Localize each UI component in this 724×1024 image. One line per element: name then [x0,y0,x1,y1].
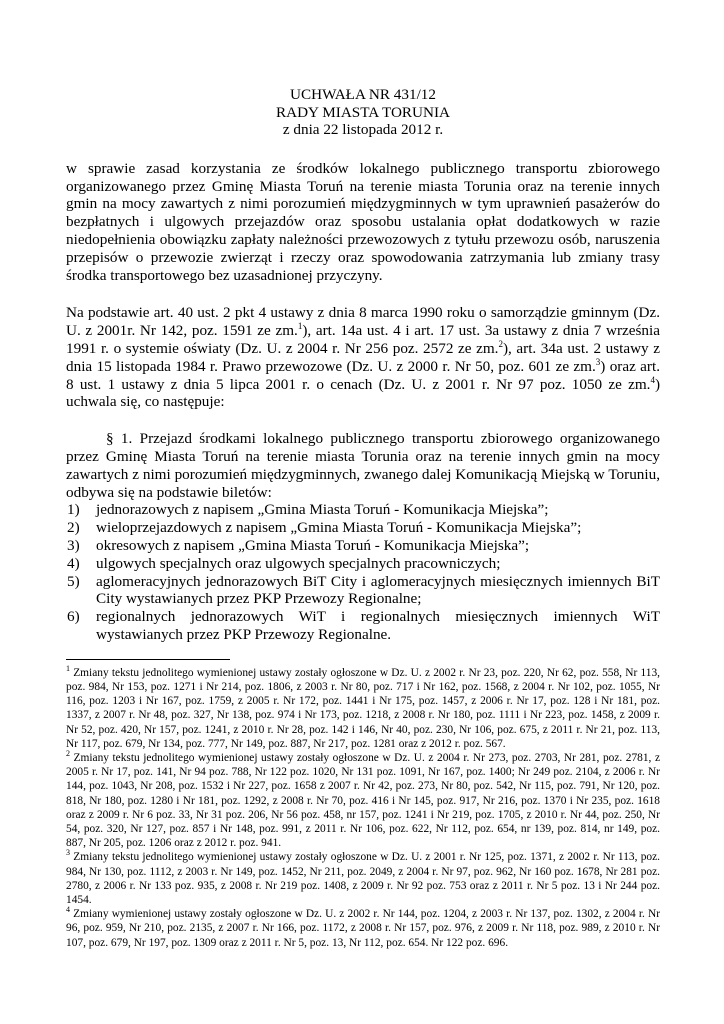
resolution-subject: w sprawie zasad korzystania ze środków lokalnego publicznego transportu zbiorowego organizowanego przez Gminę Miasta Toruń na terenie miasta Torunia oraz na terenie innych gmin na mocy zawartych z nimi porozumień międzygminnych w tym uprawnień pasażerów do bezpłatnych i ulgowych przejazdów oraz sposobu ustalania opłat dodatkowych w razie niedopełnienia obowiązku zapłaty należności przewozowych z tytułu przewozu osób, naruszenia przepisów o przewozie zwierząt i rzeczy oraz spowodowania zatrzymania lub zmiany trasy środka transportowego bez uzasadnionej przyczyny. [66,159,660,284]
legal-basis-part-4: ) oraz art. 8 ust. 1 ustawy z dnia 5 lipca 2001 r. o cenach (Dz. U. z 2001 r. Nr 97 poz. 1050 ze zm. [66,357,660,393]
footnote-separator [66,659,230,660]
list-item-text: ulgowych specjalnych oraz ulgowych specjalnych pracowniczych; [96,554,501,572]
list-item [66,608,660,644]
footnote [66,663,660,751]
list-item [66,537,660,555]
council-name: RADY MIASTA TORUNIA [275,103,451,121]
footnote-ref-2: 2 [498,338,503,349]
footnote-mark: 1 [66,663,70,673]
footnote-mark: 4 [66,905,70,915]
list-item [66,501,660,519]
list-item-text: aglomeracyjnych jednorazowych BiT City i aglomeracyjnych miesięcznych imiennych BiT City wystawianych przez PKP Przewozy Regionalne; [96,572,660,608]
footnote-text: Zmiany wymienionej ustawy zostały ogłoszone w Dz. U. z 2002 r. Nr 144, poz. 1204, z 2003 r. Nr 137, poz. 1302, z 2004 r. Nr 96, poz. 959, Nr 210, poz. 2135, z 2007 r. Nr 166, poz. 1172, z 2008 r. Nr 157, poz. 976, z 2009 r. Nr 118, poz. 989, z 2010 r. Nr 107, poz. 679, Nr 197, poz. 1309 oraz z 2011 r. Nr 5, poz. 13, Nr 112, poz. 654. Nr 122 poz. 696. [66,908,660,949]
list-item-text: okresowych z napisem „Gmina Miasta Toruń - Komunikacja Miejska”; [96,536,530,554]
footnote-mark: 2 [66,749,70,759]
resolution-number: UCHWAŁA NR 431/12 [290,86,436,103]
list-item-number: 4) [67,554,80,572]
footnote-text: Zmiany tekstu jednolitego wymienionej ustawy zostały ogłoszone w Dz. U. z 2002 r. Nr 23, poz. 220, Nr 62, poz. 558, Nr 113, poz. 984, Nr 153, poz. 1271 i Nr 214, poz. 1806, z 2003 r. Nr 80, poz. 717 i Nr 162, poz. 1568, z 2004 r. Nr 102, poz. 1055, Nr 116, poz. 1203 i Nr 167, poz. 1759, z 2005 r. Nr 172, poz. 1441 i Nr 175, poz. 1457, z 2006 r. Nr 17, poz. 128 i Nr 181, poz. 1337, z 2007 r. Nr 48, poz. 327, Nr 138, poz. 974 i Nr 173, poz. 1218, z 2008 r. Nr 180, poz. 1111 i Nr 223, poz. 1458, z 2009 r. Nr 52, poz. 420, Nr 157, poz. 1241, z 2010 r. Nr 28, poz. 142 i 146, Nr 40, poz. 230, Nr 106, poz. 675, z 2011 r. Nr 21, poz. 113, Nr 117, poz. 679, Nr 134, poz. 777, Nr 149, poz. 887, Nr 217, poz. 1281 oraz z 2012 r. poz. 567. [66,666,660,750]
legal-basis [66,304,660,411]
footnote [66,850,660,907]
ticket-types-list [66,501,660,643]
list-item-text: wieloprzejazdowych z napisem „Gmina Miasta Toruń - Komunikacja Miejska”; [96,519,582,537]
legal-basis-part-1: Na podstawie art. 40 ust. 2 pkt 4 ustawy z dnia 8 marca 1990 roku o samorządzie gminnym (Dz. U. z 2001r. Nr 142, poz. 1591 ze zm. [66,304,660,340]
list-item [66,573,660,609]
resolution-date: z dnia 22 listopada 2012 r. [282,121,444,139]
footnote [66,907,660,950]
footnote-ref-4: 4 [650,374,655,385]
list-item [66,555,660,573]
list-item [66,519,660,537]
footnote-mark: 3 [66,848,70,858]
list-item-number: 3) [67,536,80,554]
footnotes [66,663,660,950]
legal-basis-part-2: ), art. 14a ust. 4 i art. 17 ust. 3a ustawy z dnia 7 września 1991 r. o systemie oświaty (Dz. U. z 2004 r. Nr 256 poz. 2572 ze zm. [66,322,660,357]
footnote-text: Zmiany tekstu jednolitego wymienionej ustawy zostały ogłoszone w Dz. U. z 2001 r. Nr 125, poz. 1371, z 2002 r. Nr 113, poz. 984, Nr 130, poz. 1112, z 2003 r. Nr 149, poz. 1452, Nr 211, poz. 2049, z 2004 r. Nr 97, poz. 962, Nr 160 poz. 1678, Nr 281 poz. 2780, z 2006 r. Nr 133 poz. 935, z 2008 r. Nr 219 poz. 1408, z 2009 r. Nr 92 poz. 753 oraz z 2011 r. Nr 5 poz. 13 i Nr 244 poz. 1454. [66,851,660,906]
footnote-text: Zmiany tekstu jednolitego wymienionej ustawy zostały ogłoszone w Dz. U. z 2004 r. Nr 273, poz. 2703, Nr 281, poz. 2781, z 2005 r. Nr 17, poz. 141, Nr 94 poz. 788, Nr 122 poz. 1020, Nr 131 poz. 1091, Nr 167, poz. 1400; Nr 249 poz. 2104, z 2006 r. Nr 144, poz. 1043, Nr 208, poz. 1532 i Nr 227, poz. 1658 z 2007 r. Nr 42, poz. 273, Nr 80, poz. 542, Nr 115, poz. 791, Nr 120, poz. 818, Nr 180, poz. 1280 i Nr 181, poz. 1292, z 2008 r. Nr 70, poz. 416 i Nr 145, poz. 917, Nr 216, poz. 1370 i Nr 235, poz. 1618 oraz z 2009 r. Nr 6 poz. 33, Nr 31 poz. 206, Nr 56 poz. 458, nr 157, poz. 1241 i Nr 219, poz. 1705, z 2010 r. Nr 44, poz. 250, Nr 54, poz. 320, Nr 127, poz. 857 i Nr 148, poz. 991, z 2011 r. Nr 106, poz. 622, Nr 112, poz. 654, nr 139, poz. 814, nr 149, poz. 887, Nr 205, poz. 1206 oraz z 2012 r. poz. 941. [66,751,660,850]
resolution-heading [66,86,660,139]
list-item-text: jednorazowych z napisem „Gmina Miasta Toruń - Komunikacja Miejska”; [96,501,549,519]
list-item-number: 5) [67,572,80,590]
list-item-number: 1) [67,501,80,519]
legal-basis-part-5: ) uchwala się, co następuje: [66,375,660,411]
list-item-text: regionalnych jednorazowych WiT i regionalnych miesięcznych imiennych WiT wystawianych przez PKP Przewozy Regionalne. [96,608,660,643]
section-1-text: § 1. Przejazd środkami lokalnego publicznego transportu zbiorowego organizowanego przez Gminę Miasta Toruń na terenie miasta Torunia oraz na terenie innych gmin na mocy zawartych z nimi porozumień międzygminnych, zwanego dalej Komunikacją Miejską w Toruniu, odbywa się na podstawie biletów: [66,430,660,501]
legal-basis-part-3: ), art. 34a ust. 2 ustawy z dnia 15 listopada 1984 r. Prawo przewozowe (Dz. U. z 2000 r. Nr 50, poz. 601 ze zm. [66,339,660,375]
list-item-number: 6) [67,608,80,626]
footnote [66,751,660,850]
footnote-ref-3: 3 [595,356,601,367]
list-item-number: 2) [67,519,80,537]
footnote-ref-1: 1 [297,321,303,332]
